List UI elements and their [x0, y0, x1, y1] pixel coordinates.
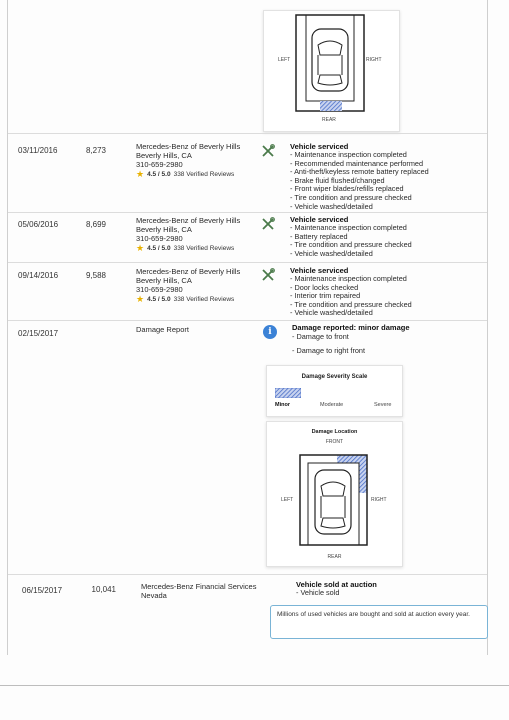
- source-city: Beverly Hills, CA: [136, 225, 192, 234]
- location-car-diagram: [297, 452, 372, 548]
- info-icon[interactable]: i: [263, 325, 277, 339]
- event-list-item: - Maintenance inspection completed: [290, 151, 480, 160]
- tooltip-text: Millions of used vehicles are bought and sold at auction every year.: [277, 611, 470, 618]
- reviews-count: 338 Verified Reviews: [173, 245, 235, 252]
- event-list-item: - Tire condition and pressure checked: [290, 194, 480, 203]
- event-list-item: - Maintenance inspection completed: [290, 275, 480, 284]
- reviews-count: 338 Verified Reviews: [173, 296, 235, 303]
- record-odometer: 8,273: [85, 146, 106, 155]
- damage-item-right-front: - Damage to right front: [292, 345, 366, 355]
- top-right-label: RIGHT: [366, 57, 382, 63]
- top-car-diagram: [264, 11, 399, 131]
- wrench-screwdriver-icon: [261, 144, 275, 158]
- rating-value: 4.5 / 5.0: [147, 245, 171, 252]
- sale-event-title: Vehicle sold at auction: [296, 580, 377, 589]
- record-odometer: 8,699: [85, 220, 106, 229]
- sale-source: [141, 582, 281, 600]
- row-divider: [8, 212, 487, 213]
- source-phone: 310-659-2980: [136, 285, 183, 294]
- source-name: Mercedes-Benz of Beverly Hills: [136, 142, 241, 151]
- record-event: [290, 215, 480, 258]
- location-rear-label: REAR: [327, 554, 342, 560]
- source-rating[interactable]: [136, 295, 256, 304]
- damage-item-front: - Damage to front: [292, 332, 349, 341]
- sale-source-name: Mercedes-Benz Financial Services: [141, 582, 257, 591]
- sale-date: 06/15/2017: [22, 586, 63, 595]
- record-source: [136, 142, 256, 179]
- event-list-item: - Maintenance inspection completed: [290, 224, 480, 233]
- auction-tooltip: [270, 605, 488, 639]
- wrench-screwdriver-icon: [261, 268, 275, 282]
- event-list-item: - Vehicle washed/detailed: [290, 309, 480, 318]
- source-city: Beverly Hills, CA: [136, 151, 192, 160]
- record-date: 09/14/2016: [18, 271, 59, 280]
- source-rating[interactable]: [136, 170, 256, 179]
- record-date: 03/11/2016: [18, 146, 58, 155]
- rating-value: 4.5 / 5.0: [147, 171, 171, 178]
- source-name: Mercedes-Benz of Beverly Hills: [136, 216, 241, 225]
- sale-event-item: - Vehicle sold: [296, 588, 340, 597]
- event-list-item: - Interior trim repaired: [290, 292, 480, 301]
- damage-severity-card: [266, 365, 403, 417]
- location-left-label: LEFT: [281, 497, 294, 503]
- damage-source: Damage Report: [136, 325, 189, 334]
- event-list-item: - Door locks checked: [290, 284, 480, 293]
- record-source: [136, 216, 256, 253]
- event-list-item: - Recommended maintenance performed: [290, 160, 480, 169]
- row-divider: [8, 262, 487, 263]
- row-divider: [8, 133, 487, 134]
- location-right-label: RIGHT: [371, 497, 387, 503]
- source-city: Beverly Hills, CA: [136, 276, 192, 285]
- record-source: [136, 267, 256, 304]
- damage-title: Damage reported: minor damage: [292, 323, 410, 332]
- event-list: [290, 275, 480, 318]
- reviews-count: 338 Verified Reviews: [173, 171, 235, 178]
- location-title: Damage Location: [311, 429, 358, 435]
- record-date: 05/06/2016: [18, 220, 59, 229]
- right-border: [487, 0, 488, 655]
- event-list-item: - Brake fluid flushed/changed: [290, 177, 480, 186]
- top-damage-location-card: [263, 10, 400, 132]
- severity-minor-swatch: [275, 388, 301, 398]
- sale-source-state: Nevada: [141, 591, 167, 600]
- left-border: [7, 0, 8, 655]
- event-list-item: - Tire condition and pressure checked: [290, 301, 480, 310]
- event-list-item: - Anti-theft/keyless remote battery replaced: [290, 168, 480, 177]
- event-title: Vehicle serviced: [290, 215, 349, 224]
- location-front-label: FRONT: [325, 439, 344, 445]
- record-event: [290, 142, 480, 211]
- top-damage-rear-mark: [320, 101, 342, 111]
- event-list-item: - Vehicle washed/detailed: [290, 250, 480, 259]
- sale-odometer: 10,041: [91, 585, 116, 594]
- top-rear-label: REAR: [322, 117, 336, 123]
- sale-event: [296, 580, 481, 598]
- event-list-item: - Vehicle washed/detailed: [290, 203, 480, 212]
- star-icon: ★: [136, 169, 145, 179]
- event-list: [290, 224, 480, 258]
- damage-event: [292, 323, 482, 355]
- record-odometer: 9,588: [85, 271, 106, 280]
- source-name: Mercedes-Benz of Beverly Hills: [136, 267, 241, 276]
- event-list-item: - Tire condition and pressure checked: [290, 241, 480, 250]
- severity-title: Damage Severity Scale: [301, 374, 368, 380]
- rating-value: 4.5 / 5.0: [147, 296, 171, 303]
- severity-minor-label: Minor: [275, 402, 290, 408]
- wrench-screwdriver-icon: [261, 217, 275, 231]
- source-phone: 310-659-2980: [136, 160, 183, 169]
- event-title: Vehicle serviced: [290, 142, 349, 151]
- source-rating[interactable]: [136, 244, 256, 253]
- damage-date: 02/15/2017: [18, 329, 59, 338]
- severity-severe-label: Severe: [374, 402, 392, 408]
- page-bottom-edge: [0, 685, 509, 686]
- top-left-label: LEFT: [278, 57, 291, 63]
- damage-right-front-mark: [359, 455, 367, 493]
- event-list-item: - Front wiper blades/refills replaced: [290, 185, 480, 194]
- damage-location-card: [266, 421, 403, 567]
- row-divider: [8, 320, 487, 321]
- event-list-item: - Battery replaced: [290, 233, 480, 242]
- event-title: Vehicle serviced: [290, 266, 349, 275]
- row-divider: [8, 574, 487, 575]
- severity-moderate-label: Moderate: [320, 402, 344, 408]
- star-icon: ★: [136, 243, 145, 253]
- event-list: [290, 151, 480, 211]
- record-event: [290, 266, 480, 318]
- source-phone: 310-659-2980: [136, 234, 183, 243]
- star-icon: ★: [136, 294, 145, 304]
